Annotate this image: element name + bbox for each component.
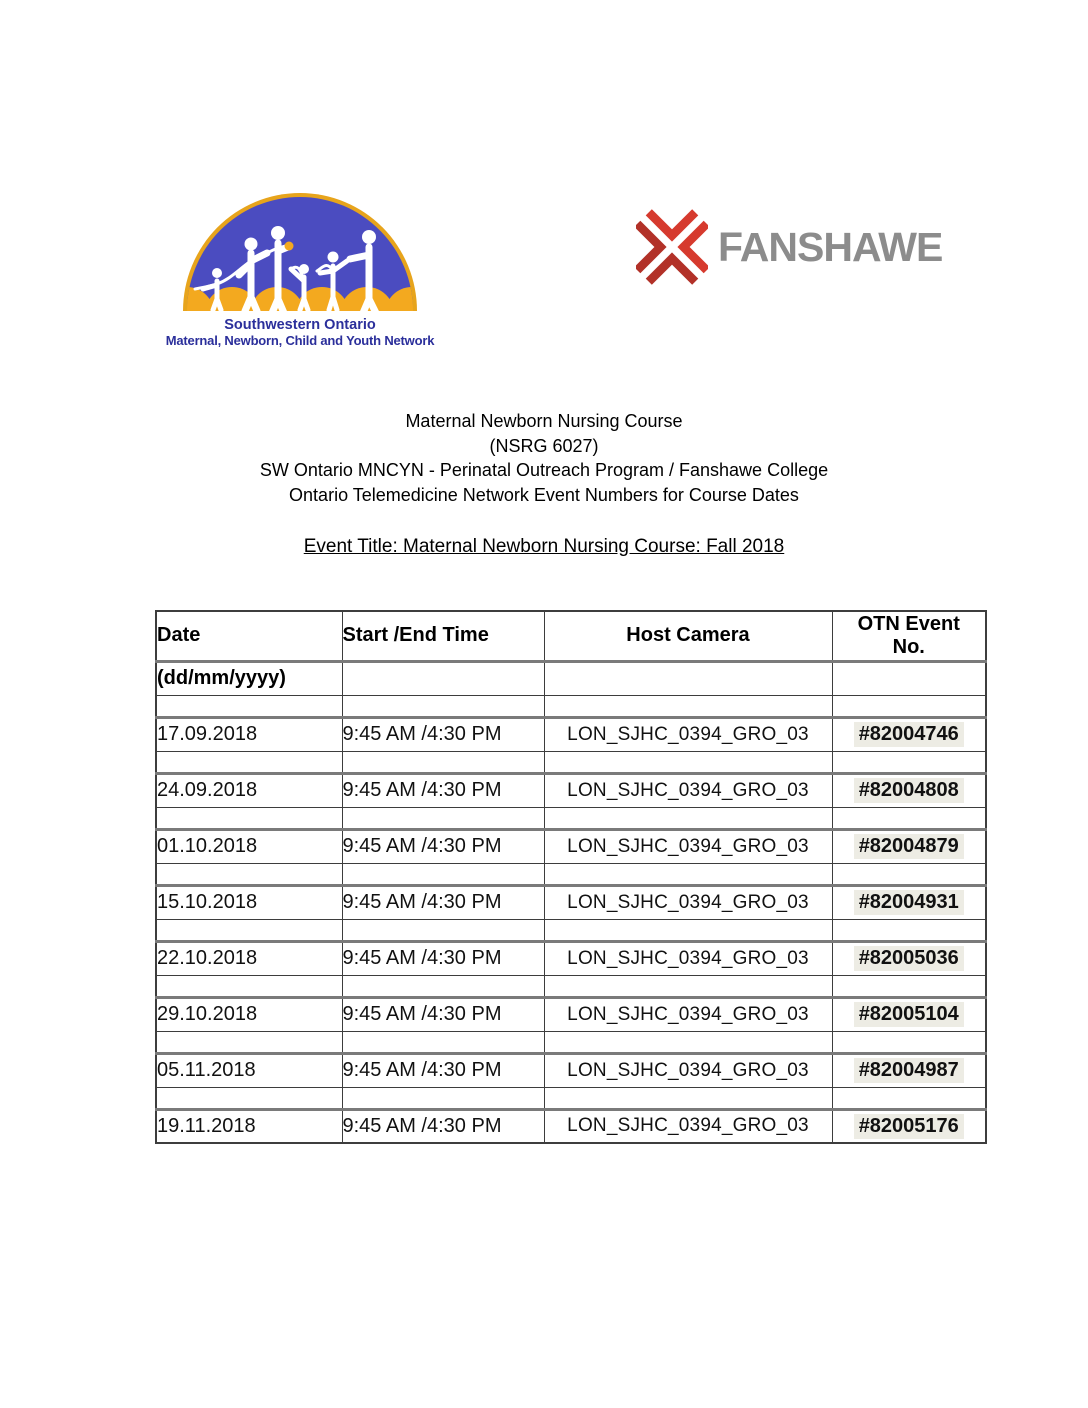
event-no-cell [832, 941, 986, 975]
camera-cell: LON_SJHC_0394_GRO_03 [544, 717, 832, 751]
camera-cell: LON_SJHC_0394_GRO_03 [544, 885, 832, 919]
table-row [156, 1109, 986, 1143]
spacer-row [156, 919, 986, 941]
table-row [156, 997, 986, 1031]
camera-cell: LON_SJHC_0394_GRO_03 [544, 941, 832, 975]
column-header-date: Date [156, 611, 342, 661]
event-no-cell [832, 1109, 986, 1143]
date-cell: 17.09.2018 [156, 717, 342, 751]
table-row [156, 717, 986, 751]
time-cell: 9:45 AM /4:30 PM [342, 997, 544, 1031]
time-cell: 9:45 AM /4:30 PM [342, 941, 544, 975]
time-cell: 9:45 AM /4:30 PM [342, 1109, 544, 1143]
event-title: Event Title: Maternal Newborn Nursing Course: Fall 2018 [303, 536, 785, 557]
time-cell: 9:45 AM /4:30 PM [342, 773, 544, 807]
table-row [156, 773, 986, 807]
event-no-highlight: #82005176 [854, 1114, 964, 1139]
time-cell: 9:45 AM /4:30 PM [342, 717, 544, 751]
table-row [156, 885, 986, 919]
camera-cell: LON_SJHC_0394_GRO_03 [544, 773, 832, 807]
time-cell: 9:45 AM /4:30 PM [342, 829, 544, 863]
event-no-highlight: #82004931 [854, 890, 964, 915]
date-cell: 22.10.2018 [156, 941, 342, 975]
event-no-highlight: #82004808 [854, 778, 964, 803]
date-format-row [156, 661, 986, 695]
family-figures-icon [187, 197, 413, 311]
event-no-highlight: #82004987 [854, 1058, 964, 1083]
spacer-row [156, 751, 986, 773]
fanshawe-chevron-icon [636, 208, 708, 286]
spacer-row [156, 807, 986, 829]
title-line-4: Ontario Telemedicine Network Event Numbers for Course Dates [289, 484, 799, 505]
event-no-highlight: #82004746 [854, 722, 964, 747]
spacer-row [156, 1031, 986, 1053]
table-row [156, 941, 986, 975]
event-no-cell [832, 1053, 986, 1087]
date-format-note: (dd/mm/yyyy) [156, 661, 342, 695]
mncyn-logo [145, 193, 455, 348]
spacer-row [156, 695, 986, 717]
event-no-cell [832, 997, 986, 1031]
event-no-highlight: #82004879 [854, 834, 964, 859]
mncyn-arch-graphic [183, 193, 417, 311]
date-cell: 19.11.2018 [156, 1109, 342, 1143]
mncyn-logo-line1: Southwestern Ontario [224, 317, 376, 333]
event-no-cell [832, 829, 986, 863]
column-header-time: Start /End Time [342, 611, 544, 661]
spacer-row [156, 975, 986, 997]
title-line-2: (NSRG 6027) [489, 435, 599, 456]
fanshawe-logo-text: FANSHAWE [718, 224, 943, 270]
date-cell: 29.10.2018 [156, 997, 342, 1031]
column-header-otn: OTN Event No. [832, 611, 986, 661]
spacer-row [156, 1087, 986, 1109]
table-row [156, 1053, 986, 1087]
table-header-row [156, 611, 986, 661]
mncyn-logo-line2: Maternal, Newborn, Child and Youth Network [165, 333, 435, 348]
title-line-3: SW Ontario MNCYN - Perinatal Outreach Program / Fanshawe College [259, 460, 829, 480]
spacer-row [156, 863, 986, 885]
camera-cell: LON_SJHC_0394_GRO_03 [544, 997, 832, 1031]
event-no-highlight: #82005036 [854, 946, 964, 971]
camera-cell: LON_SJHC_0394_GRO_03 [544, 1053, 832, 1087]
time-cell: 9:45 AM /4:30 PM [342, 885, 544, 919]
document-title-block [0, 409, 1088, 507]
title-line-1: Maternal Newborn Nursing Course [405, 411, 683, 431]
event-no-cell [832, 773, 986, 807]
column-header-camera: Host Camera [544, 611, 832, 661]
event-no-cell [832, 717, 986, 751]
date-cell: 01.10.2018 [156, 829, 342, 863]
date-cell: 24.09.2018 [156, 773, 342, 807]
schedule-table [155, 610, 987, 1144]
fanshawe-logo [636, 208, 942, 286]
event-no-cell [832, 885, 986, 919]
time-cell: 9:45 AM /4:30 PM [342, 1053, 544, 1087]
camera-cell: LON_SJHC_0394_GRO_03 [544, 829, 832, 863]
camera-cell: LON_SJHC_0394_GRO_03 [544, 1109, 832, 1143]
date-cell: 05.11.2018 [156, 1053, 342, 1087]
table-row [156, 829, 986, 863]
event-no-highlight: #82005104 [854, 1002, 964, 1027]
date-cell: 15.10.2018 [156, 885, 342, 919]
